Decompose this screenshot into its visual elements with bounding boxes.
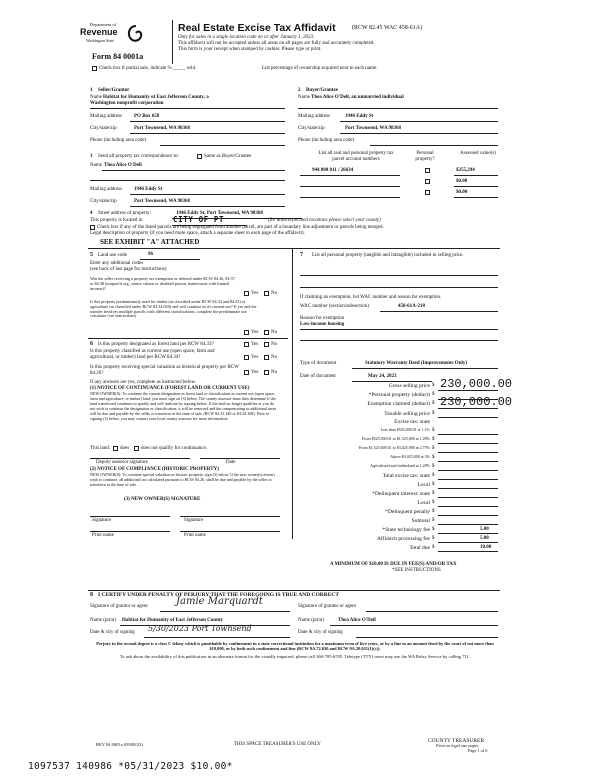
section7-num: 7 [300,252,303,258]
buyer-phone-label: Phone (including area code) [298,138,355,143]
new-owner-print-1: Print name [92,533,114,538]
doc-date-label: Date of document [300,374,336,379]
tax-row-label: *Delinquent penalty [385,509,430,515]
seller-exemption-yes[interactable] [244,291,249,296]
grantee-name-label: Name (print) [298,618,324,623]
segregated-label: Check box if any of the listed parcels are being segregated from another parcel, are part of a boundary line adjustment or parcels being merged. [97,225,384,230]
grantor-name-label: Name (print) [90,618,116,623]
dollar-sign: $ [432,473,435,478]
dollar-sign: $ [432,428,435,433]
dollar-sign: $ [432,455,435,460]
tax-row-label: From $525,000.01 to $1,525,000 at 1.28% [362,436,430,441]
corr-city-label: City/state/zip [90,199,117,204]
timber-no[interactable] [264,330,269,335]
notice1-body: NEW OWNER(S): To continue the current designation as forest land or classification as current use (open space, farm and agriculture, or timber) land, you must sign on (3) below. The county assessor must then determine if the land transferred continues to qualify and will indicate by signing below. If the land no longer qualifies or you do not wish to continue the designation or classification, it will be removed and the compensating or additional taxes will be due and payable by the seller or transferor at the time of sale. (RCW 84.33.140 or 84.34.108). Prior to signing (3) below, you may contact your local county assessor for more information. [90,391,277,421]
grantor-date-label: Date & city of signing [90,630,135,635]
parcels-col3: Assessed value(s) [460,151,496,156]
seller-mailing: PO Box 658 [134,114,160,119]
technology-fee: 5.00 [480,527,489,532]
section6-num: 6 [90,341,93,347]
dollar-sign: $ [432,411,435,416]
yes-label: Yes [251,355,259,360]
personal-property-label: List all personal property (tangible and intangible) included in selling price. [312,253,464,258]
buyer-mailing: 1946 Eddy St [345,114,374,119]
section5-num: 5 [90,252,93,258]
buyer-city: Port Townsend, WA 98368 [345,126,402,131]
seller-city: Port Townsend, WA 98368 [134,126,191,131]
new-owner-sig-label-2: Signature [184,518,204,523]
yes-label: Yes [251,330,259,335]
tax-row-label: Subtotal [411,518,430,524]
dept-line2: Revenue [80,27,118,37]
tax-row-label: Agricultural and timberland at 1.28% [370,463,430,468]
no-label: No [271,370,278,375]
grantor-print-name: Habitat for Humanity of East Jefferson County [122,618,224,623]
dollar-sign: $ [432,383,435,388]
land-use-label: Land use code [98,253,127,258]
parcel-number: 944 800 011 / 26634 [312,168,354,173]
reason-label: Reason for exemption [300,316,345,321]
section2-num: 2 [298,88,301,93]
gross-selling-price: 230,000.00 [440,377,513,391]
see-back-note: (see back of last page for instructions) [90,267,167,272]
grantee-print-name: Thea Alice O'Dell [338,618,376,623]
dollar-sign: $ [432,392,435,397]
tax-row-label: Affidavit processing fee [376,536,430,542]
tax-row-label: Local [417,500,430,506]
buyer-city-label: City/state/zip [298,126,325,131]
seller-exemption-question: Was the seller receiving a property tax exemption or deferral under RCW 84.36, 84.37, or 84.38 (nonprofit org., senior citizen or disabled person, homeowner with limited income)? [90,276,236,291]
tax-row-label: From $1,525,000.01 to $3,025,000 at 2.75% [359,445,430,450]
tax-row-label: Less than $525,000.01 at 1.1% [380,427,430,432]
dollar-sign: $ [432,437,435,442]
dollar-sign: $ [432,509,435,514]
reason-value: Low-income housing [300,322,345,327]
perjury-notice: Perjury in the second degree is a class C felony which is punishable by confinement in a state correctional institution for a maximum term of five years, or by a fine in an amount fixed by the court of not more than $10,000, or by both such confinement and fine (RCW 9A.72.030 and RCW 9A.20.021(1)(c)). [96,641,494,652]
yes-label: Yes [251,291,259,296]
assessed-value: $255,294 [456,168,475,173]
buyer-mailing-label: Mailing address [298,114,331,119]
seller-name-2: Washington nonprofit corporation [90,101,164,106]
corr-city: Port Townsend, WA 98368 [134,199,191,204]
yes-label: Yes [251,370,259,375]
form-number: Form 84 0001a [92,52,144,61]
historic-question: Is this property receiving special valuation as historical property per RCW 84.26? [90,365,239,376]
buyer-name: Thea Alice O'Dell, an unmarried individual [311,95,404,100]
tax-row-label: Local [417,482,430,488]
subtitle-1: Only for sales in a single location code on or after January 1, 2023. [178,35,315,40]
dollar-sign: $ [432,491,435,496]
no-label: No [271,342,278,347]
partial-sale-label: Check box if partial sale, indicate % _____ sold. [99,66,197,71]
same-as-buyer-label: Same as Buyer/Grantee [204,154,252,159]
grantor-signature: Jamie Marquardt [176,596,263,607]
total-due: 10.00 [480,545,492,550]
historic-yes[interactable] [244,370,249,375]
section4-num: 4 [90,211,93,216]
assessed-value: $0.00 [456,190,468,195]
segregated-checkbox[interactable] [90,225,95,230]
dollar-sign: $ [432,464,435,469]
tax-row-label: Total due [409,545,430,551]
alt-format-note: To ask about the availability of this publication in an alternate format for the visually impaired, please call 360-705-6705. Teletype (TTY) users may use the WA Relay Service by calling 711. [119,654,471,659]
dollar-sign: $ [432,527,435,532]
exemption-amount: 230,000.00 [440,395,513,409]
seller-mailing-label: Mailing address [90,114,123,119]
new-owner-print-2: Print name [184,533,206,538]
sig-grantee-label: Signature of grantee or agent [298,604,357,609]
street-address: 1946 Eddy St, Port Townsend, WA 98368 [176,211,263,216]
rev-number: REV 84 0001a (09/08/22) [96,742,143,747]
notice2-body: NEW OWNER(S): To continue special valuation as historic property, sign (3) below. If the new owner(s) doesn't wish to continue, all additional tax calculated pursuant to RCW 84.26, shall be due and payable by the seller or transferor at the time of sale. [90,472,275,487]
notice2-title: (2) NOTICE OF COMPLIANCE (HISTORIC PROPERTY) [90,467,219,472]
seller-name: Habitat for Humanity of East Jefferson County, a [103,95,209,100]
section8-num: 8 [90,592,93,598]
minimum-due-note: A MINIMUM OF $10.00 IS DUE IN FEE(S) AND/OR TAX [330,562,457,567]
tax-row-label: *Personal property (deduct) [368,392,430,398]
corr-name-label: Name [90,163,102,168]
new-owner-signature-title: (3) NEW OWNER(S) SIGNATURE [124,497,201,502]
forest-land-question: Is this property designated as forest land per RCW 84.33? [98,342,214,347]
county-treasurer: COUNTY TREASURER [428,738,485,744]
grantor-date-city: 5/30/2023 Port Townsend [148,624,252,633]
dept-line3: Washington State [86,38,115,43]
forest-yes[interactable] [244,342,249,347]
dor-logo [80,22,160,52]
legal-description-label: Legal description of property (if you need more space, attach a separate sheet to each page of the affidavit). [90,231,305,236]
subtitle-2: This affidavit will not be accepted unless all areas on all pages are fully and accurately completed. [178,41,375,46]
does-label: does [120,446,130,451]
exemption-claim-note: If claiming an exemption, list WAC number and reason for exemption. [300,295,442,300]
no-label: No [271,291,278,296]
street-address-label: Street address of property: [98,211,151,216]
seller-exemption-no[interactable] [264,291,269,296]
exhibit-a: SEE EXHIBIT "A" ATTACHED [100,238,200,246]
personal-property-checkbox[interactable] [425,179,430,184]
partial-sale-checkbox[interactable] [92,66,97,71]
sig-grantor-label: Signature of grantor or agent [90,604,148,609]
doc-type: Statutory Warranty Deed (Improvements Only) [365,361,468,366]
form-title-ref: (RCW 82.45 WAC 458-61A) [352,25,423,31]
does-not-label: does not qualify for continuance. [141,446,207,451]
tax-row-label: Exemption claimed (deduct) [367,401,430,407]
current-use-question: Is this property classified as current use (open space, farm and agricultural, or timber) land per RCW 84.34? [90,349,215,360]
parcels-col2: Personal property? [415,151,435,162]
dollar-sign: $ [432,446,435,451]
doc-date: May 24, 2023 [368,374,397,379]
personal-property-checkbox[interactable] [425,168,430,173]
processing-fee: 5.00 [480,536,489,541]
does-checkbox[interactable] [113,446,118,451]
tax-row-label: *State technology fee [382,527,430,533]
page-number: Page 1 of 6 [468,748,488,753]
seller-phone-label: Phone (including area code) [90,138,147,143]
correspondence-heading: Send all property tax correspondence to: [98,154,179,159]
dollar-sign: $ [432,401,435,406]
located-in-label: This property is located in [90,218,143,223]
section1-num: 1 [90,88,93,93]
recording-stamp: 1097537 140986 *05/31/2023 $10.00* [28,761,233,772]
seller-heading: Seller/Grantor [98,88,130,93]
deputy-sig-label: Deputy assessor signature [96,460,148,465]
this-land-label: This land: [90,446,111,451]
assessed-value: $0.00 [456,179,468,184]
ownership-pct-note: List percentage of ownership acquired next to each name. [262,66,378,71]
dollar-sign: $ [432,482,435,487]
notice1-title: (1) NOTICE OF CONTINUANCE (FOREST LAND OR CURRENT USE) [90,386,250,391]
current-use-yes[interactable] [244,355,249,360]
timber-yes[interactable] [244,330,249,335]
tax-row-label: Taxable selling price [384,411,430,417]
doc-type-label: Type of document [300,361,337,366]
timber-question: Is this property predominantly used for timber (as classified under RCW 84.34 and 84.33) or agriculture (as classified under RCW 84.34.020) and will continue in it's current use? If yes and the transfer involves multiple parcels with different classifications, complete the predominate use calculator (see instructions) [90,299,257,319]
tax-row-label: Excise tax: state [394,419,430,425]
same-as-buyer-checkbox[interactable] [197,154,202,159]
tax-row-label: Gross selling price [388,383,430,389]
wac-label: WAC number (section/subsection) [300,304,369,309]
new-owner-sig-label-1: Signature [92,518,112,523]
legal-paper-note: Print on legal size paper. [436,743,480,748]
tax-row-label: *Delinquent interest: state [372,491,430,497]
subtitle-3: This form is your receipt when stamped by cashier. Please type or print. [178,47,322,52]
deputy-date-label: Date [226,460,236,465]
dollar-sign: $ [432,545,435,550]
grantee-date-label: Date & city of signing [298,630,343,635]
corr-mailing: 1946 Eddy St [134,187,163,192]
buyer-heading: Buyer/Grantee [306,88,338,93]
section3-num: 3 [90,154,93,159]
seller-name-label: Name [90,95,102,100]
current-use-no[interactable] [264,355,269,360]
city-stamp: CITY OF PT [173,215,225,224]
additional-codes-label: Enter any additional codes [90,261,144,266]
no-label: No [271,330,278,335]
parcels-col1: List all real and personal property tax parcel account numbers [318,151,394,162]
yes-label: Yes [251,342,259,347]
no-label: No [271,355,278,360]
wac-number: 458-61A-218 [398,304,425,309]
tax-row-label: Total excise tax: state [382,473,430,479]
corr-mailing-label: Mailing address [90,187,123,192]
form-title: Real Estate Excise Tax Affidavit [178,22,336,34]
tax-row-label: Above $3,025,000 at 3% [390,454,430,459]
buyer-name-label: Name [298,95,310,100]
treasurer-use-only: THIS SPACE TREASURER'S USE ONLY [234,742,321,747]
seller-city-label: City/state/zip [90,126,117,131]
see-instructions: *SEE INSTRUCTIONS [392,568,441,573]
dollar-sign: $ [432,536,435,541]
dollar-sign: $ [432,518,435,523]
forest-no[interactable] [264,342,269,347]
unincorporated-note: (for unincorporated locations please select your county) [268,218,381,223]
does-not-checkbox[interactable] [134,446,139,451]
if-yes-note: If any answers are yes, complete as instructed below. [90,380,197,385]
corr-name: Thea Alice O'Dell [104,163,142,168]
personal-property-checkbox[interactable] [425,190,430,195]
certify-statement: I CERTIFY UNDER PENALTY OF PERJURY THAT THE FOREGOING IS TRUE AND CORRECT [98,592,340,598]
historic-no[interactable] [264,370,269,375]
dor-swirl-icon [126,24,146,44]
dept-line1: Department of [90,22,117,27]
land-use-code: 96 [148,252,153,257]
dollar-sign: $ [432,500,435,505]
